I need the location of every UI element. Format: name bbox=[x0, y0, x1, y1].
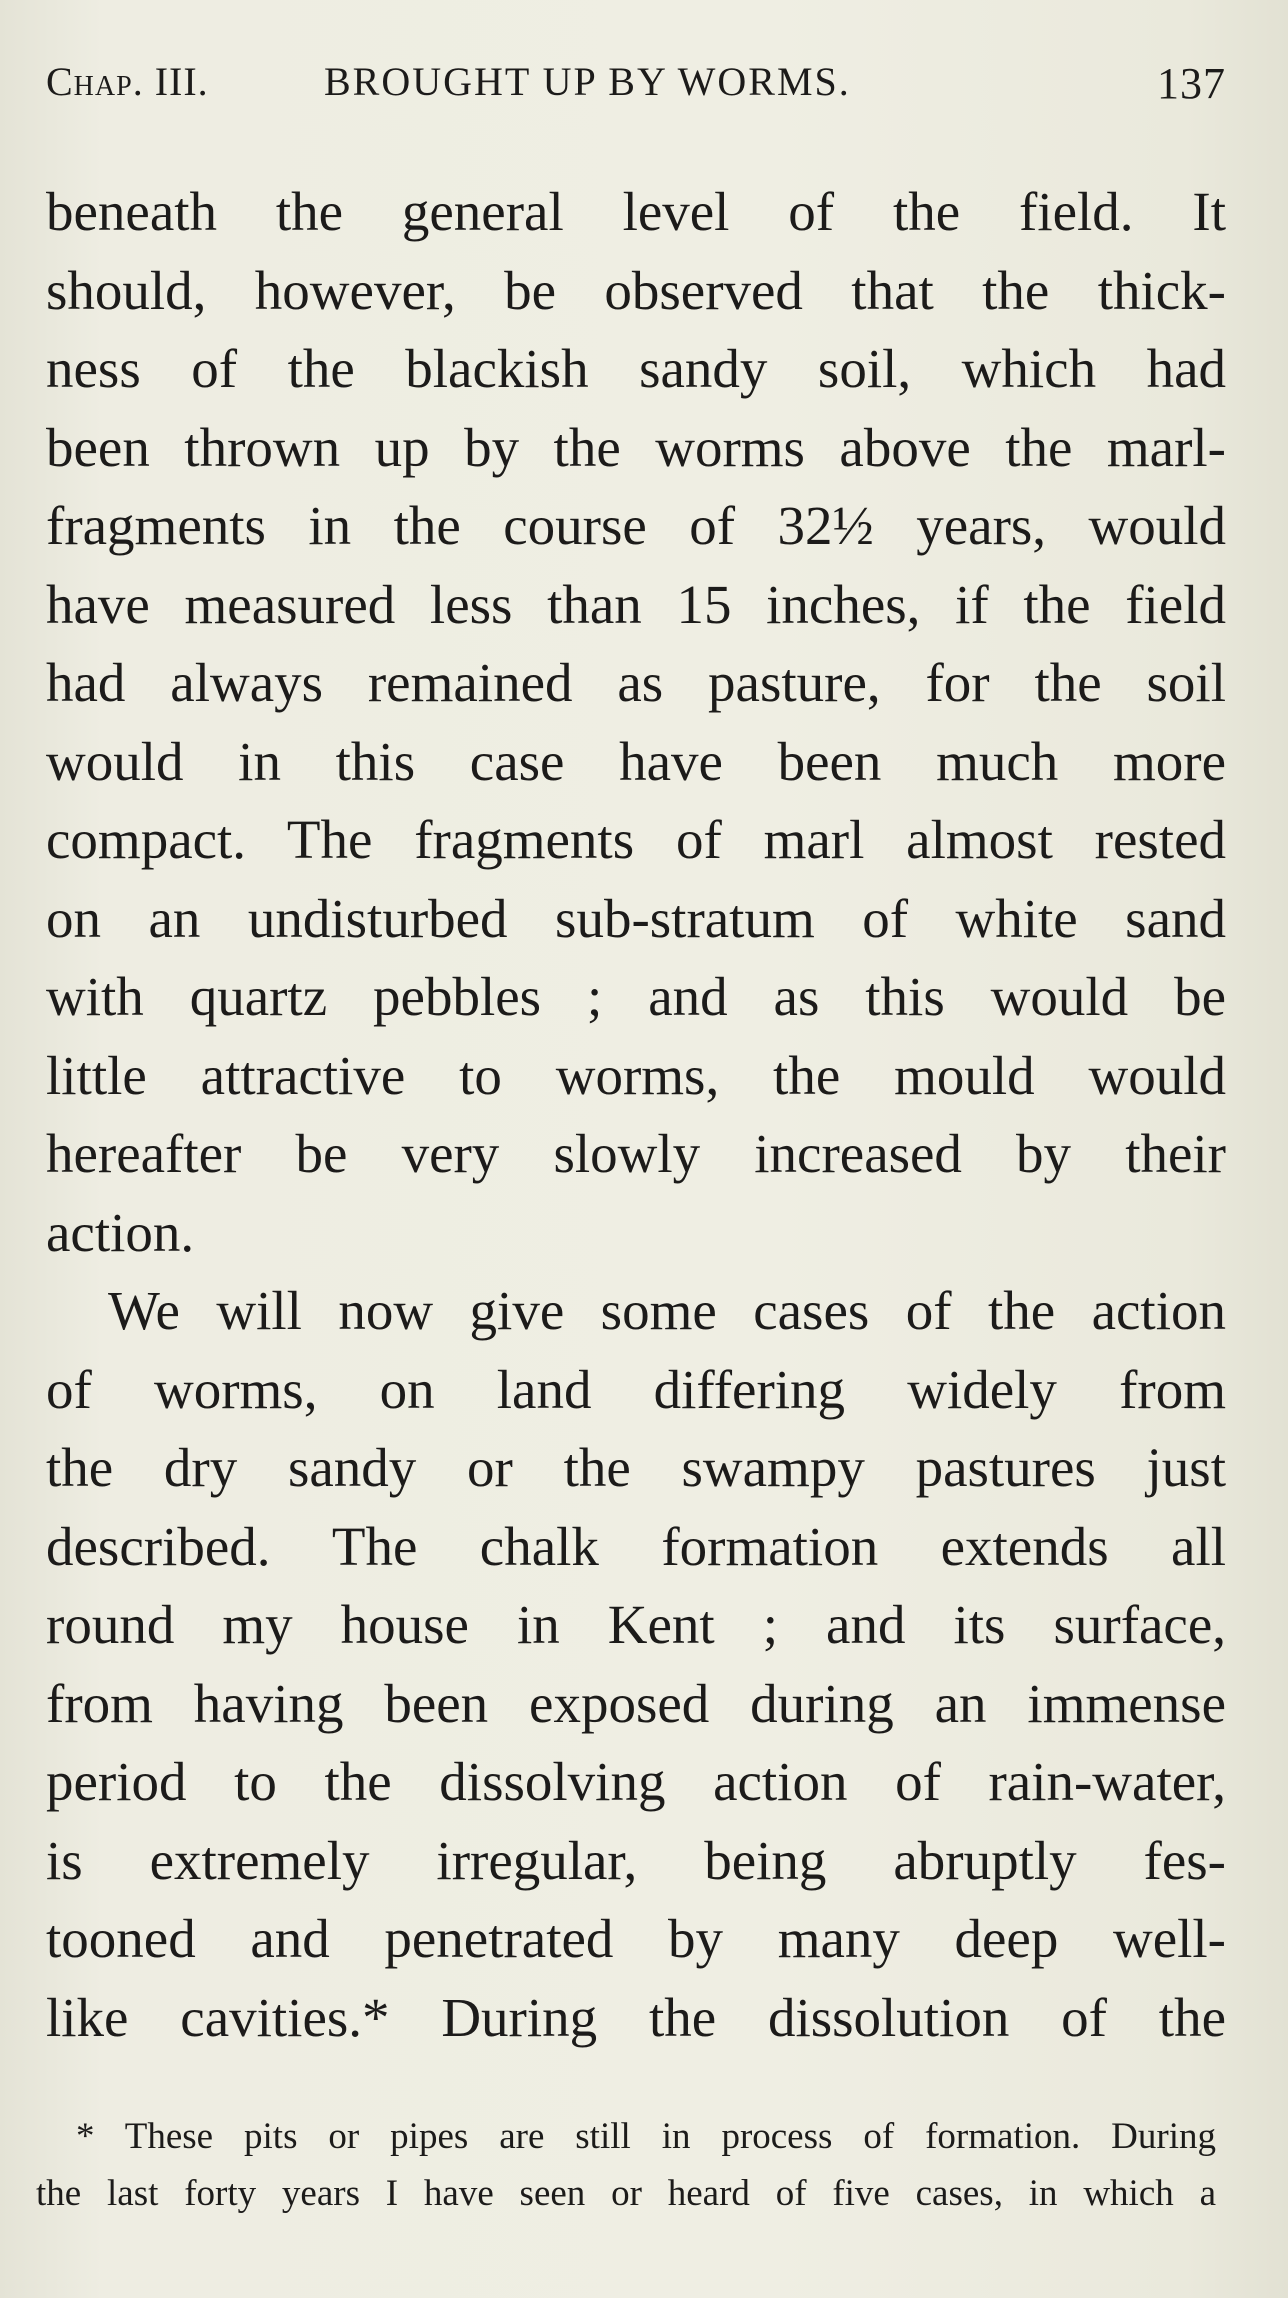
running-head bbox=[46, 58, 1226, 118]
text-line: beneath the general level of the field. It bbox=[46, 181, 1226, 242]
text-line: hereafter be very slowly increased by their bbox=[46, 1123, 1226, 1184]
running-title: BROUGHT UP BY WORMS. bbox=[324, 59, 851, 104]
footnote bbox=[36, 2108, 1216, 2222]
text-line: would in this case have been much more bbox=[46, 730, 1226, 792]
text-line: with quartz pebbles ; and as this would be bbox=[46, 966, 1226, 1027]
text-line: should, however, be observed that the thick- bbox=[46, 259, 1226, 321]
text-line: like cavities.* During the dissolution of the bbox=[46, 1986, 1226, 2048]
text-line: period to the dissolving action of rain-water, bbox=[46, 1751, 1226, 1812]
footnote-line: the last forty years I have seen or heard of five cases, in which a bbox=[36, 2173, 1216, 2214]
text-line: from having been exposed during an immense bbox=[46, 1672, 1226, 1734]
page-number: 137 bbox=[1157, 59, 1226, 108]
text-line: little attractive to worms, the mould would bbox=[46, 1044, 1226, 1106]
text-line: had always remained as pasture, for the soil bbox=[46, 652, 1226, 713]
body-text bbox=[46, 173, 1226, 2057]
paragraph-end-line: action. bbox=[46, 1201, 195, 1263]
text-line: described. The chalk formation extends all bbox=[46, 1515, 1226, 1577]
text-line: is extremely irregular, being abruptly fes- bbox=[46, 1829, 1226, 1891]
text-line: compact. The fragments of marl almost rested bbox=[46, 809, 1226, 870]
footnote-line: * These pits or pipes are still in process of formation. During bbox=[76, 2116, 1216, 2157]
text-line: the dry sandy or the swampy pastures just bbox=[46, 1437, 1226, 1498]
text-line: been thrown up by the worms above the marl- bbox=[46, 416, 1226, 478]
text-line: round my house in Kent ; and its surface, bbox=[46, 1594, 1226, 1655]
text-line: of worms, on land differing widely from bbox=[46, 1358, 1226, 1420]
text-line: ness of the blackish sandy soil, which had bbox=[46, 338, 1226, 399]
paragraph-start-line: We will now give some cases of the action bbox=[108, 1280, 1226, 1341]
text-line: have measured less than 15 inches, if the field bbox=[46, 573, 1226, 635]
chapter-label: Chap. III. bbox=[46, 59, 209, 104]
text-line: tooned and penetrated by many deep well- bbox=[46, 1908, 1226, 1969]
text-line: on an undisturbed sub-stratum of white sand bbox=[46, 887, 1226, 949]
text-line: fragments in the course of 32½ years, would bbox=[46, 495, 1226, 556]
